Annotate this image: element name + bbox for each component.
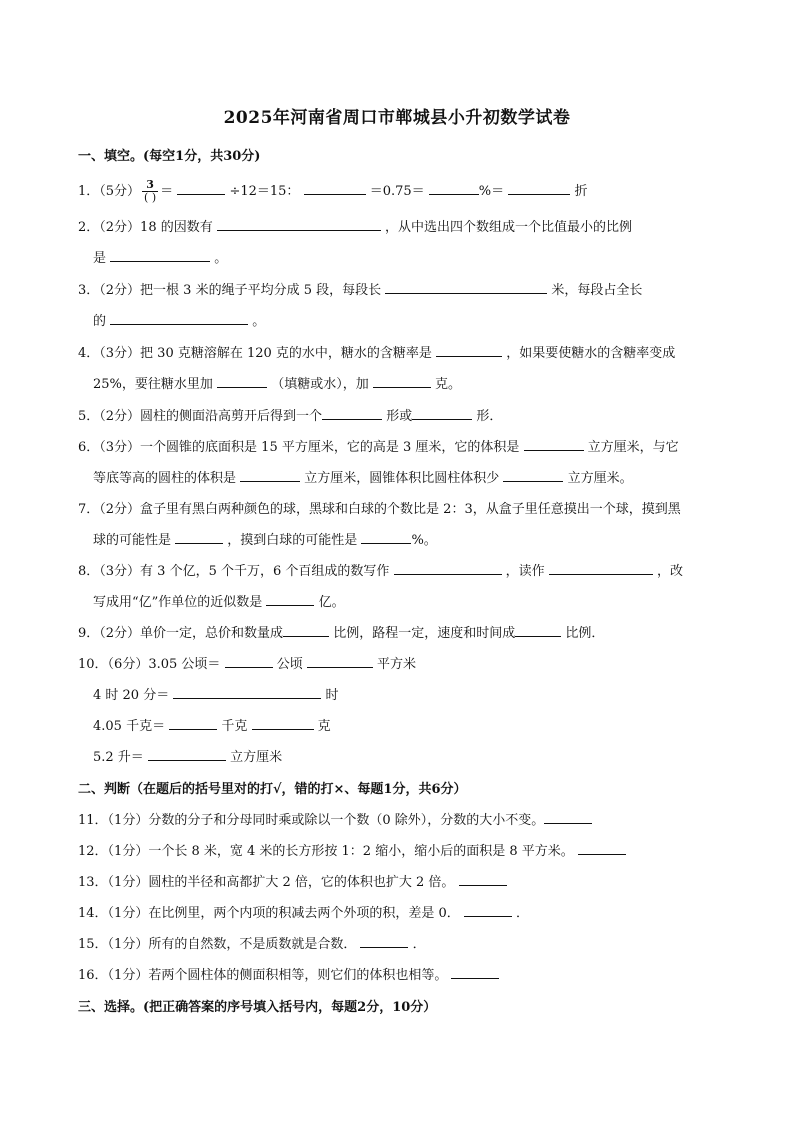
answer-blank[interactable] <box>412 406 472 420</box>
answer-blank[interactable] <box>148 747 226 761</box>
question-2-cont: 是 。 <box>93 247 227 266</box>
question-6-cont: 等底等高的圆柱的体积是 立方厘米，圆锥体积比圆柱体积少 立方厘米。 <box>93 467 633 486</box>
answer-blank[interactable] <box>503 468 563 482</box>
question-2: 2．（2分）18 的因数有 ，从中选出四个数组成一个比值最小的比例 <box>78 216 632 235</box>
question-13: 13．（1分）圆柱的半径和高都扩大 2 倍，它的体积也扩大 2 倍。 <box>78 871 507 890</box>
answer-blank[interactable] <box>524 437 584 451</box>
question-4: 4．（3分）把 30 克糖溶解在 120 克的水中，糖水的含糖率是 ，如果要使糖水的含糖率变成 <box>78 342 675 361</box>
page-title: 2025年河南省周口市郸城县小升初数学试卷 <box>223 108 571 128</box>
answer-blank[interactable] <box>515 623 561 637</box>
question-8-cont: 写成用“亿”作单位的近似数是 亿。 <box>93 591 345 610</box>
section-3-heading: 三、选择。(把正确答案的序号填入括号内，每题2分，10分） <box>78 1000 437 1015</box>
answer-blank[interactable] <box>464 903 512 917</box>
answer-blank[interactable] <box>322 406 382 420</box>
question-8: 8．（3分）有 3 个亿，5 个千万，6 个百组成的数写作 ，读作 ，改 <box>78 560 683 579</box>
question-3: 3．（2分）把一根 3 米的绳子平均分成 5 段，每段长 米，每段占全长 <box>78 279 642 298</box>
answer-blank[interactable] <box>177 181 225 195</box>
answer-blank[interactable] <box>169 716 217 730</box>
question-10-part4: 5.2 升＝ 立方厘米 <box>93 746 282 765</box>
answer-blank[interactable] <box>304 181 366 195</box>
question-7-cont: 球的可能性是 ，摸到白球的可能性是 %。 <box>93 529 437 548</box>
answer-blank[interactable] <box>451 965 499 979</box>
answer-blank[interactable] <box>225 654 273 668</box>
answer-blank[interactable] <box>110 248 210 262</box>
question-15: 15．（1分）所有的自然数，不是质数就是合数． ． <box>78 933 426 952</box>
question-5: 5．（2分）圆柱的侧面沿高剪开后得到一个 形或 形． <box>78 405 502 424</box>
question-1: 1．（5分） $\frac{3}{( )}$ ＝ ÷12＝15： ＝0.75＝ %＝ 折 <box>78 178 588 204</box>
answer-blank[interactable] <box>385 280 547 294</box>
answer-blank[interactable] <box>544 810 592 824</box>
answer-blank[interactable] <box>373 374 431 388</box>
answer-blank[interactable] <box>217 374 267 388</box>
question-14: 14．（1分）在比例里，两个内项的积减去两个外项的积，差是 0． ． <box>78 902 529 921</box>
question-11: 11．（1分）分数的分子和分母同时乘或除以一个数（0 除外），分数的大小不变。 <box>78 809 592 828</box>
answer-blank[interactable] <box>508 181 570 195</box>
question-4-cont: 25%，要往糖水里加 （填糖或水），加 克。 <box>93 373 461 392</box>
question-6: 6．（3分）一个圆锥的底面积是 15 平方厘米，它的高是 3 厘米，它的体积是 立方厘米，与它 <box>78 436 679 455</box>
answer-blank[interactable] <box>252 716 314 730</box>
question-10-part3: 4.05 千克＝ 千克 克 <box>93 715 331 734</box>
answer-blank[interactable] <box>240 468 300 482</box>
answer-blank[interactable] <box>578 841 626 855</box>
answer-blank[interactable] <box>361 530 411 544</box>
question-16: 16．（1分）若两个圆柱体的侧面积相等，则它们的体积也相等。 <box>78 964 499 983</box>
fraction: $\frac{3}{( )}$ <box>144 178 157 204</box>
answer-blank[interactable] <box>360 934 408 948</box>
answer-blank[interactable] <box>549 561 653 575</box>
answer-blank[interactable] <box>173 685 321 699</box>
answer-blank[interactable] <box>283 623 329 637</box>
answer-blank[interactable] <box>110 311 248 325</box>
section-2-heading: 二、判断（在题后的括号里对的打√，错的打×、每题1分，共6分） <box>78 782 467 797</box>
answer-blank[interactable] <box>307 654 373 668</box>
answer-blank[interactable] <box>217 217 381 231</box>
answer-blank[interactable] <box>429 181 479 195</box>
answer-blank[interactable] <box>175 530 223 544</box>
question-10: 10．（6分）3.05 公顷＝ 公顷 平方米 <box>78 653 416 672</box>
answer-blank[interactable] <box>394 561 502 575</box>
section-1-heading: 一、填空。(每空1分，共30分) <box>78 149 261 164</box>
answer-blank[interactable] <box>459 872 507 886</box>
question-12: 12．（1分）一个长 8 米，宽 4 米的长方形按 1：2 缩小，缩小后的面积是 8 平方米。 <box>78 840 626 859</box>
answer-blank[interactable] <box>266 592 314 606</box>
answer-blank[interactable] <box>436 343 502 357</box>
question-7: 7．（2分）盒子里有黑白两种颜色的球，黑球和白球的个数比是 2：3，从盒子里任意摸出一个球，摸到黑 <box>78 502 681 517</box>
question-3-cont: 的 。 <box>93 310 265 329</box>
question-9: 9．（2分）单价一定，总价和数量成 比例，路程一定，速度和时间成 比例． <box>78 622 604 641</box>
question-10-part2: 4 时 20 分＝ 时 <box>93 684 339 703</box>
